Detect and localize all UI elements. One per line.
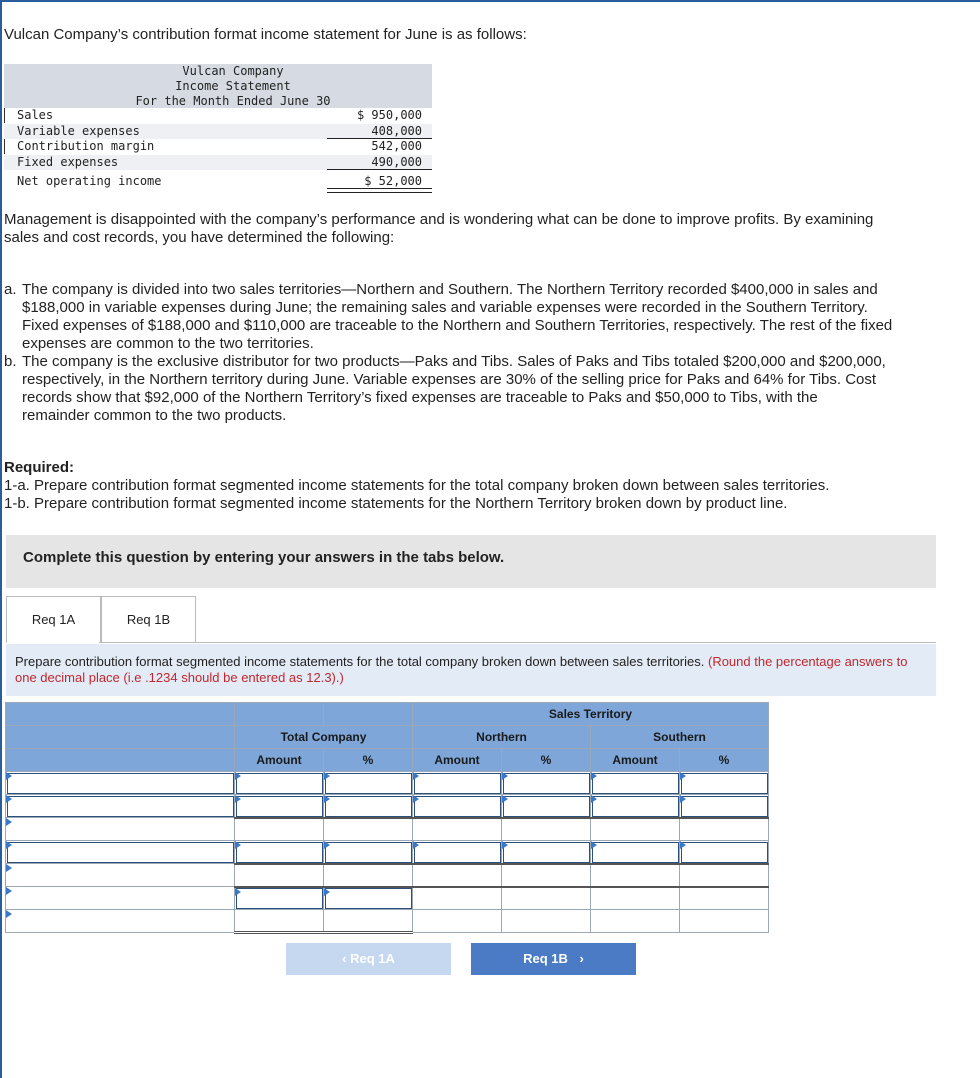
rounding-note: (Round the percentage answers to one decimal place (i.e .1234 should be entered as 12.3).) — [15, 654, 908, 685]
percent-input[interactable] — [680, 841, 769, 864]
percent-input[interactable] — [502, 795, 591, 818]
header-blank — [6, 726, 235, 749]
row-value: $ 950,000 — [356, 108, 422, 122]
row-label: Fixed expenses — [17, 154, 119, 169]
tab-baseline — [99, 642, 936, 643]
percent-input[interactable] — [324, 841, 413, 864]
amount-header: Amount — [413, 749, 502, 772]
prev-button-label: Req 1A — [350, 951, 395, 966]
line-item-dropdown[interactable] — [6, 772, 235, 795]
double-underline — [327, 188, 432, 193]
tab-req-1a[interactable]: Req 1A — [6, 596, 101, 643]
list-marker: a. — [4, 281, 17, 298]
amount-cell — [413, 864, 502, 887]
header-blank — [324, 703, 413, 726]
line-item-dropdown[interactable] — [6, 841, 235, 864]
amount-cell — [413, 910, 502, 933]
facts-list — [4, 281, 944, 425]
statement-row-sales — [4, 108, 432, 124]
percent-input[interactable] — [502, 841, 591, 864]
percent-cell — [680, 887, 769, 910]
amount-input[interactable] — [235, 795, 324, 818]
income-statement — [4, 64, 432, 190]
line-item-dropdown[interactable] — [6, 864, 235, 887]
required-line-1b: 1-b. Prepare contribution format segmented income statements for the Northern Territory broken down by product line. — [4, 495, 788, 512]
amount-cell — [591, 818, 680, 841]
amount-input[interactable] — [591, 772, 680, 795]
item-line: Fixed expenses of $188,000 and $110,000 are traceable to the Northern and Southern Territories, respectively. The rest of the fixed — [22, 317, 893, 334]
tab-req-1b[interactable]: Req 1B — [101, 596, 196, 643]
statement-company: Vulcan Company — [182, 64, 284, 78]
next-button[interactable] — [471, 943, 636, 975]
amount-cell — [413, 818, 502, 841]
percent-header: % — [502, 749, 591, 772]
instruction-box — [6, 644, 936, 696]
amount-input[interactable] — [413, 795, 502, 818]
header-blank — [6, 749, 235, 772]
header-blank — [6, 703, 235, 726]
percent-cell — [502, 818, 591, 841]
panel-text: Complete this question by entering your answers in the tabs below. — [23, 549, 505, 566]
row-label: Net operating income — [17, 174, 162, 188]
line-item-dropdown[interactable] — [6, 795, 235, 818]
southern-header: Southern — [591, 726, 769, 749]
northern-header: Northern — [413, 726, 591, 749]
management-text-1: Management is disappointed with the company’s performance and is wondering what can be done to improve profits. By examining — [4, 211, 874, 228]
amount-input[interactable] — [413, 841, 502, 864]
percent-cell — [324, 818, 413, 841]
chevron-right-icon: › — [579, 951, 584, 966]
row-value: 542,000 — [371, 139, 422, 153]
chevron-left-icon: ‹ — [342, 951, 347, 966]
header-blank — [235, 703, 324, 726]
row-marker — [4, 108, 5, 123]
percent-input[interactable] — [680, 772, 769, 795]
row-value: 490,000 — [371, 154, 422, 169]
percent-cell — [680, 818, 769, 841]
prev-button[interactable] — [286, 943, 451, 975]
percent-header: % — [324, 749, 413, 772]
instruction-text: Prepare contribution format segmented income statements for the total company broken down between sales territories. — [15, 654, 705, 669]
amount-cell[interactable] — [235, 910, 324, 933]
percent-input[interactable] — [680, 795, 769, 818]
amount-cell — [235, 864, 324, 887]
total-company-header: Total Company — [235, 726, 413, 749]
percent-cell — [502, 887, 591, 910]
percent-input[interactable] — [502, 772, 591, 795]
required-heading: Required: — [4, 459, 75, 476]
frame-left-border — [0, 0, 2, 1078]
statement-header — [4, 64, 432, 108]
statement-row-noi — [4, 174, 432, 190]
amount-input[interactable] — [235, 772, 324, 795]
answer-table — [5, 702, 769, 934]
row-marker — [4, 139, 5, 154]
frame-top-border — [0, 0, 980, 2]
row-value: 408,000 — [371, 123, 422, 138]
amount-input[interactable] — [413, 772, 502, 795]
percent-header: % — [680, 749, 769, 772]
management-text-2: sales and cost records, you have determined the following: — [4, 229, 395, 246]
item-line: $188,000 in variable expenses during June; the remaining sales and variable expenses were recorded in the Southern Territory. — [22, 299, 868, 316]
percent-cell — [680, 864, 769, 887]
percent-cell — [680, 910, 769, 933]
percent-cell[interactable] — [324, 910, 413, 933]
line-item-dropdown[interactable] — [6, 910, 235, 933]
list-marker: b. — [4, 353, 17, 370]
statement-period: For the Month Ended June 30 — [135, 94, 331, 108]
amount-cell — [413, 887, 502, 910]
amount-input[interactable] — [235, 887, 324, 910]
underline-rule — [327, 169, 432, 170]
amount-cell — [591, 864, 680, 887]
percent-cell — [324, 864, 413, 887]
row-label: Contribution margin — [17, 139, 155, 153]
list-item-b — [4, 353, 944, 425]
row-label: Sales — [17, 108, 54, 122]
statement-row-cm — [4, 139, 432, 155]
line-item-dropdown[interactable] — [6, 887, 235, 910]
item-line: The company is the exclusive distributor for two products—Paks and Tibs. Sales of Paks and Tibs totaled $200,000 and $200,000, — [22, 353, 886, 370]
percent-input[interactable] — [324, 887, 413, 910]
statement-title: Income Statement — [175, 79, 291, 93]
sales-territory-header: Sales Territory — [413, 703, 769, 726]
tabs-panel-header — [6, 535, 936, 588]
percent-cell — [502, 864, 591, 887]
item-line: remainder common to the two products. — [22, 407, 287, 424]
intro-text: Vulcan Company’s contribution format income statement for June is as follows: — [4, 26, 527, 43]
item-line: expenses are common to the two territories. — [22, 335, 314, 352]
item-line: The company is divided into two sales territories—Northern and Southern. The Northern Territory recorded $400,000 in sales and — [22, 281, 878, 298]
row-label: Variable expenses — [17, 123, 140, 138]
amount-input[interactable] — [591, 795, 680, 818]
next-button-label: Req 1B — [523, 951, 568, 966]
percent-input[interactable] — [324, 772, 413, 795]
statement-row-variable — [4, 124, 432, 140]
amount-cell — [235, 818, 324, 841]
amount-header: Amount — [591, 749, 680, 772]
row-value: $ 52,000 — [364, 174, 422, 188]
amount-cell — [591, 887, 680, 910]
amount-cell — [591, 910, 680, 933]
required-section — [4, 459, 829, 513]
line-item-dropdown[interactable] — [6, 818, 235, 841]
statement-row-fixed — [4, 155, 432, 171]
amount-input[interactable] — [235, 841, 324, 864]
list-item-a — [4, 281, 944, 353]
required-line-1a: 1-a. Prepare contribution format segmented income statements for the total company broken down between sales territories. — [4, 477, 830, 494]
amount-header: Amount — [235, 749, 324, 772]
amount-input[interactable] — [591, 841, 680, 864]
item-line: records show that $92,000 of the Northern Territory’s fixed expenses are traceable to Paks and $50,000 to Tibs, with the — [22, 389, 818, 406]
percent-input[interactable] — [324, 795, 413, 818]
percent-cell — [502, 910, 591, 933]
item-line: respectively, in the Northern territory during June. Variable expenses are 30% of the selling price for Paks and 64% for Tibs. Cost — [22, 371, 877, 388]
